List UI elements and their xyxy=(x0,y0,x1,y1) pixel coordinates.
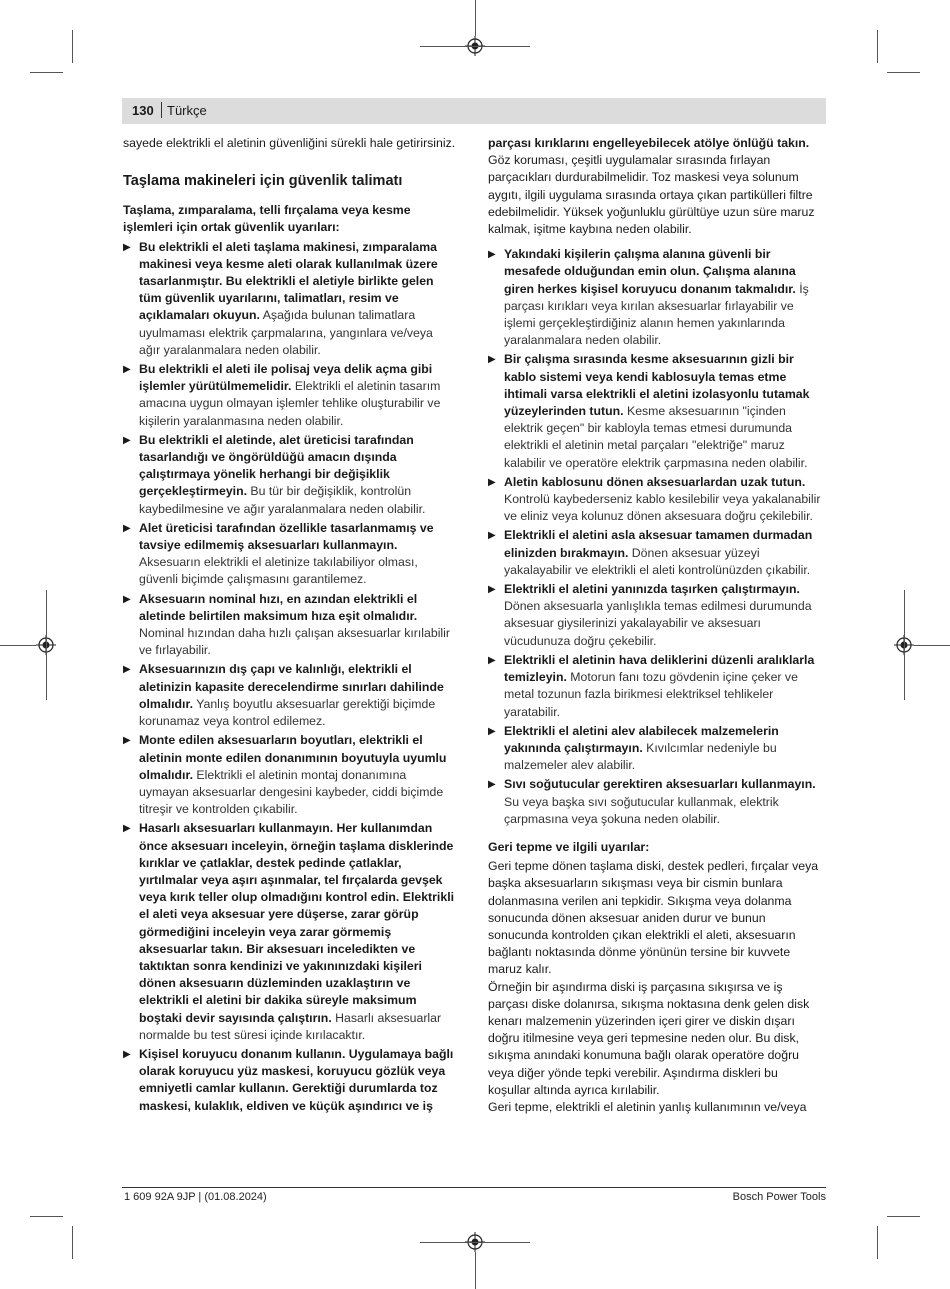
warning-item xyxy=(488,652,822,721)
bullet-triangle-icon: ▶ xyxy=(123,364,131,376)
bullet-triangle-icon: ▶ xyxy=(488,249,496,261)
bullet-triangle-icon: ▶ xyxy=(123,593,131,605)
warning-text: Nominal hızından daha hızlı çalışan aksesuarlar kırılabilir ve fırlayabilir. xyxy=(139,626,450,658)
warning-item xyxy=(123,239,457,359)
right-column xyxy=(488,135,822,1116)
bullet-triangle-icon: ▶ xyxy=(123,735,131,747)
bullet-triangle-icon: ▶ xyxy=(488,779,496,791)
warning-item xyxy=(123,591,457,660)
warning-bold: Bu elektrikli el aletinde, alet üreticisi tarafından tasarlandığı ve öngörüldüğü amacın dışında çalıştırmaya yönelik herhangi bir değişiklik gerçekleştirmeyin. xyxy=(139,432,414,499)
crop-mark-top-right xyxy=(877,30,878,63)
registration-line-top-h xyxy=(420,46,530,47)
bullet-triangle-icon: ▶ xyxy=(488,584,496,596)
warning-text: Bu tür bir değişiklik, kontrolün kaybedilmesine ve ağır yaralanmalara neden olabilir. xyxy=(139,484,426,516)
bullet-triangle-icon: ▶ xyxy=(488,654,496,666)
bullet-triangle-icon: ▶ xyxy=(123,434,131,446)
warning-bold: Yakındaki kişilerin çalışma alanına güvenli bir mesafede olduğundan emin olun. Çalışma alanına giren herkes kişisel koruyucu donanım takmalıdır. xyxy=(504,247,796,296)
warning-item xyxy=(123,732,457,818)
section-subheading: Taşlama, zımparalama, telli fırçalama veya kesme işlemleri için ortak güvenlik uyarıları: xyxy=(123,203,411,235)
warning-bold: Elektrikli el aletinin hava deliklerini düzenli aralıklarla temizleyin. xyxy=(504,652,815,685)
bullet-triangle-icon: ▶ xyxy=(488,725,496,737)
warning-bold: Kişisel koruyucu donanım kullanın. Uygulamaya bağlı olarak koruyucu yüz maskesi, koruyucu gözlük veya emniyetli camlar kullanın. Gerektiği durumlarda toz maskesi, kulaklık, eldiven ve küçük aşındırıcı ve iş xyxy=(139,1046,454,1113)
warning-text: Dönen aksesuarla yanlışlıkla temas edilmesi durumunda aksesuar giysilerinizi yakalayabilir ve aksesuarı vücudunuza doğru çekebilir. xyxy=(504,599,812,648)
crop-mark-top-right-h xyxy=(887,72,920,73)
crop-mark-bottom-right-h xyxy=(887,1216,920,1217)
warning-bold: Sıvı soğutucular gerektiren aksesuarları kullanmayın. xyxy=(504,777,816,792)
warning-text: Elektrikli el aletinin tasarım amacına uygun olmayan işlemler tehlike oluşturabilir ve kişilerin yaralanmasına neden olabilir. xyxy=(139,379,441,428)
warning-text: Kesme aksesuarının "içinden elektrik geçen" bir kabloyla temas etmesi durumunda elektrikli el aletinin metal parçaları "elektriğe" maruz kalabilir ve operatöre elektrik çarpmasına neden olabilir. xyxy=(504,404,808,470)
warning-text: Dönen aksesuar yüzeyi yakalayabilir ve elektrikli el aleti kontrolünüzden çıkabilir. xyxy=(504,545,811,577)
warning-bold: Aletin kablosunu dönen aksesuarlardan uzak tutun. xyxy=(504,474,806,489)
kickback-paragraph: Geri tepme dönen taşlama diski, destek pedleri, fırçalar veya başka aksesuarların sıkışması veya bir cismin bunlara dolanmasına verilen ani tepkidir. Sıkışma veya dolanma sonucunda dönen aksesuar aniden durur ve bunun sonucunda kontrolden çıkan elektrikli el aleti, aksesuarın bağlantı noktasında dönme yönünün tersine bir kuvvete maruz kalır. xyxy=(488,859,819,977)
continuation-bold: parçası kırıklarını engelleyebilecek atölye önlüğü takın. xyxy=(488,136,810,150)
registration-line-left xyxy=(46,590,47,700)
warning-item xyxy=(488,776,822,828)
bullet-triangle-icon: ▶ xyxy=(123,522,131,534)
warning-bold: Bu elektrikli el aleti taşlama makinesi, zımparalama makinesi veya kesme aleti olarak kullanılmak üzere tasarlanmıştır. Bu elektrikli el aletiyle birlikte gelen tüm güvenlik uyarılarını, talimatları, resim ve açıklamaları okuyun. xyxy=(139,239,438,323)
kickback-heading: Geri tepme ve ilgili uyarılar: xyxy=(488,839,650,854)
warning-bold: Elektrikli el aletini asla aksesuar tamamen durmadan elinizden bırakmayın. xyxy=(504,528,813,560)
warning-text: Kontrolü kaybederseniz kablo kesilebilir veya yakalanabilir ve eliniz veya kolunuz dönen aksesuara doğru çekilebilir. xyxy=(504,492,821,524)
kickback-paragraph: Geri tepme, elektrikli el aletinin yanlış kullanımının ve/veya xyxy=(488,1099,807,1114)
warning-item xyxy=(488,474,822,526)
warning-bold: Elektrikli el aletini alev alabilecek malzemelerin yakınında çalıştırmayın. xyxy=(504,723,779,755)
warning-bold: Hasarlı aksesuarları kullanmayın. Her kullanımdan önce aksesuarı inceleyin, örneğin taşlama disklerinde kırıklar ve çatlaklar, destek pedinde çatlaklar, yırtılmalar veya aşırı aşınmalar, tel fırçalarda gevşek veya kırık teller olup olmadığını kontrol edin. Elektrikli el aleti veya aksesuar yere düşerse, zarar görüp görmediğini inceleyin veya zarar görmemiş aksesuarlar takın. Bir aksesuarı inceledikten ve taktıktan sonra kendinizi ve yakınınızdaki kişileri dönen aksesuarın düzleminden uzaklaştırın ve elektrikli el aletini bir dakika süreyle maksimum boştaki devir sayısında çalıştırın. xyxy=(139,821,455,1025)
warning-text: Su veya başka sıvı soğutucular kullanmak, elektrik çarpmasına veya şokuna neden olabilir. xyxy=(504,794,779,826)
warning-item xyxy=(123,820,457,1044)
bullet-triangle-icon: ▶ xyxy=(488,530,496,542)
crop-mark-bottom-left-h xyxy=(30,1216,63,1217)
page-header xyxy=(122,98,826,124)
bullet-triangle-icon: ▶ xyxy=(488,354,496,366)
continuation-normal: Göz koruması, çeşitli uygulamalar sırasında fırlayan parçacıkları durdurabilmelidir. Toz maskesi veya solunum aygıtı, ilgili uygulama sırasında ortaya çıkan partikülleri filtre edebilmelidir. Yüksek yoğunluklu gürültüye uzun süre maruz kalmak, işitme kaybına neden olabilir. xyxy=(488,153,815,237)
page-number: 130 xyxy=(132,103,154,118)
warning-text: Aksesuarın elektrikli el aletinize takılabiliyor olması, güvenli biçimde çalışmasını garantilemez. xyxy=(139,555,418,587)
warning-text: Elektrikli el aletinin montaj donanımına uymayan aksesuarlar dengesini kaybeder, ciddi biçimde titreşir ve kontrolden çıkabilir. xyxy=(139,767,444,817)
registration-line-right xyxy=(904,590,905,700)
warning-bold: Alet üreticisi tarafından özellikle tasarlanmamış ve tavsiye edilmemiş aksesuarları kullanmayın. xyxy=(139,520,434,553)
warning-bold: Bu elektrikli el aleti ile polisaj veya delik açma gibi işlemler yürütülmemelidir. xyxy=(139,362,433,394)
kickback-paragraph: Örneğin bir aşındırma diski iş parçasına sıkışırsa ve iş parçası diske dolanırsa, sıkışma noktasına denk gelen disk kenarı malzemenin yüzerinden içeri girer ve diskin dışarı doğru itilmesine veya geri tepmesine neden olur. Bu disk, sıkışma anındaki konumuna bağlı olarak operatöre doğru veya diğer yönde tepki verebilir. Aşındırma diskleri bu koşullar altında ayrıca kırılabilir. xyxy=(488,979,810,1097)
warning-text: Hasarlı aksesuarlar normalde bu test süresi içinde kırılacaktır. xyxy=(139,1010,442,1042)
bullet-triangle-icon: ▶ xyxy=(488,476,496,488)
warning-item xyxy=(488,581,822,650)
warning-text: Kıvılcımlar nedeniyle bu malzemeler alev alabilir. xyxy=(504,740,777,773)
warning-item xyxy=(123,661,457,730)
warning-text: Aşağıda bulunan talimatlara uyulmaması elektrik çarpmalarına, yangınlara ve/veya ağır yaralanmalara neden olabilir. xyxy=(139,308,433,357)
warning-item xyxy=(488,246,822,349)
warning-bold: Monte edilen aksesuarların boyutları, elektrikli el aletinin monte edilen donanımının boyutuyla uyumlu olmalıdır. xyxy=(139,733,447,782)
registration-line-bottom xyxy=(475,1252,476,1289)
warning-item xyxy=(488,723,822,775)
warning-item xyxy=(123,520,457,589)
warning-text: Yanlış boyutlu aksesuarlar gerektiği biçimde korunamaz veya kontrol edilemez. xyxy=(139,696,436,729)
language-label: Türkçe xyxy=(167,103,207,118)
warning-item xyxy=(488,351,822,471)
registration-line-bottom-h xyxy=(420,1242,530,1243)
section-heading: Taşlama makineleri için güvenlik talimatı xyxy=(123,173,403,190)
crop-mark-bottom-right xyxy=(877,1226,878,1259)
crop-mark-top-left xyxy=(72,30,73,63)
warning-bold: Bir çalışma sırasında kesme aksesuarının gizli bir kablo sistemi veya kendi kablosuyla temas etme ihtimali varsa elektrikli el aletini izolasyonlu tutamak yüzeylerinden tutun. xyxy=(504,352,810,419)
continuation-text xyxy=(488,135,822,238)
registration-line-left-h xyxy=(0,645,36,646)
registration-line-right-h xyxy=(914,645,950,646)
header-separator xyxy=(161,102,162,118)
left-column xyxy=(123,135,457,1116)
footer-doc-code: 1 609 92A 9JP | (01.08.2024) xyxy=(124,1191,267,1203)
warning-text: İş parçası kırıkları veya kırılan aksesuarlar fırlayabilir ve işlemi gerçekleştirdiğiniz alanın hemen yakınlarında yaralanmalara neden olabilir. xyxy=(504,281,809,348)
bullet-triangle-icon: ▶ xyxy=(123,664,131,676)
bullet-triangle-icon: ▶ xyxy=(123,1048,131,1060)
warning-bold: Elektrikli el aletini yanınızda taşırken çalıştırmayın. xyxy=(504,582,800,597)
crop-mark-top-left-h xyxy=(30,72,63,73)
registration-line-top xyxy=(475,0,476,36)
footer-brand: Bosch Power Tools xyxy=(732,1191,826,1203)
crop-mark-bottom-left xyxy=(72,1226,73,1259)
bullet-triangle-icon: ▶ xyxy=(123,241,131,253)
intro-text: sayede elektrikli el aletinin güvenliğini sürekli hale getirirsiniz. xyxy=(123,136,456,150)
warning-item xyxy=(123,361,457,430)
footer-rule xyxy=(122,1187,826,1188)
warning-item xyxy=(123,432,457,518)
warning-bold: Aksesuarın nominal hızı, en azından elektrikli el aletinde belirtilen maksimum hıza eşit olmalıdır. xyxy=(139,591,418,623)
warning-item xyxy=(488,527,822,579)
warning-item xyxy=(123,1046,457,1115)
warning-text: Motorun fanı tozu gövdenin içine çeker ve metal tozunun fazla birikmesi elektriksel tehlikeler yaratabilir. xyxy=(504,670,798,719)
bullet-triangle-icon: ▶ xyxy=(123,823,131,835)
warning-bold: Aksesuarınızın dış çapı ve kalınlığı, elektrikli el aletinizin kapasite derecelendirme sınırları dahilinde olmalıdır. xyxy=(139,662,444,711)
